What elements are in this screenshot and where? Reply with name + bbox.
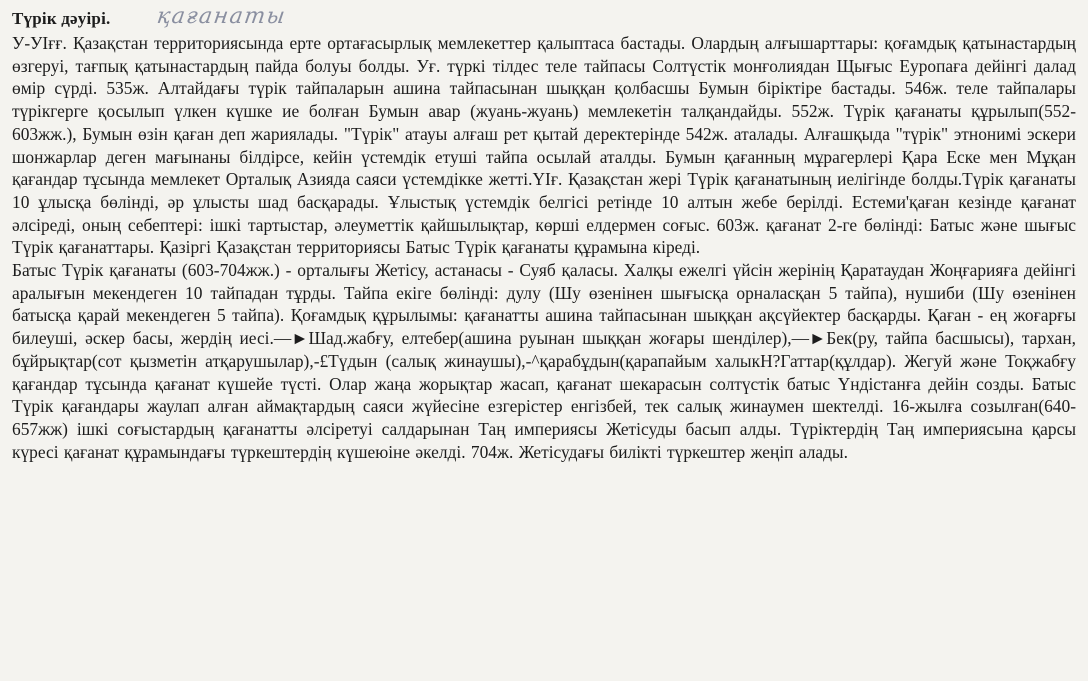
document-heading: Түрік дәуірі. [12,9,111,28]
heading-row [12,6,1076,32]
paragraph-2: Батыс Түрік қағанаты (603-704жж.) - орталығы Жетісу, астанасы - Суяб қаласы. Халқы ежелгі үйсін жерінің Қаратаудан Жоңғарияға дейінгі аралығын мекендеген 10 тайпадан тұрды. Тайпа екіге бөлінді: дулу (Шу өзенінен шығысқа орналасқан 5 тайпа), нушиби (Шу өзенінен батысқа қарай мекендеген 5 тайпа). Қоғамдық құрылымы: қағанатты ашина тайпасынан шыққан ақсүйектер басқарды. Қаған - ең жоғарғы билеуші, әскер басы, жердің иесі.—►Шад.жабғу, елтебер(ашина руынан шыққан жоғары шенділер),—►Бек(ру, тайпа басшысы), тархан, бұйрықтар(сот қызметін атқарушылар),-£Түдын (салық жинаушы),-^қарабұдын(қарапайым халыкН?Гаттар(құлдар). Жегуй және Тоқжабғу қағандар тұсында қағанат күшейе түсті. Олар жаңа жорықтар жасап, қағанат шекарасын солтүстік батыс Үндістанға дейін созды. Батыс Түрік қағандары жаулап алған аймақтардың саяси жүйесіне езгерістер енгізбей, тек салық жинаумен шектелді. 16-жылға созылған(640-657жж) ішкі соғыстардың қағанатты әлсіретуі салдарынан Таң империясы Жетісуды басып алды. Түріктердің Таң империясына қарсы күресі қағанат құрамындағы түркештердің күшеюіне әкелді. 704ж. Жетісудағы билікті түркештер жеңіп алады. [12,260,1076,462]
handwritten-annotation: қағанаты [155,4,288,29]
paragraph-1: У-УІғғ. Қазақстан территориясында ерте ортағасырлық мемлекеттер қалыптаса бастады. Олардың алғышарттары: қоғамдық қатынастардың өзгеруі, тағпық қатынастардың пайда болуы болды. Уғ. түркі тілдес теле тайпасы Солтүстік монғолиядан Щығыс Еуропаға дейінгі далад өмір сүрді. 535ж. Алтайдағы түрік тайпаларын ашина тайпасынан шыққан қолбасшы Бумын біріктіре бастады. 546ж. теле тайпалары түрікгерге қосылып үлкен күшке ие болған Бумын авар (жуань-жуань) мемлекетін талқандайды. 552ж. Түрік қағанаты құрылып(552-603жж.), Бумын өзін қаған деп жариялады. "Түрік" атауы алғаш рет қытай деректерінде 542ж. аталады. Алғашқыда "түрік" этнонимі эскери шонжарлар деген мағынаны білдірсе, кейін үстемдік етуші тайпа осылай аталды. Бумын қағанның мұрагерлері Қара Еске мен Мұқан қағандар тұсында мемлекет Орталық Азияда саяси үстемдікке жетті.ҮІғ. Қазақстан жері Түрік қағанатының иелігінде болды.Түрік қағанаты 10 ұлысқа бөлінді, әр ұлысты шад басқарады. Ұлыстық үстемдік белгісі ретінде 10 алтын жебе берілді. Естеми'қаған кезінде қағанат әлсіреді, оның себептері: ішкі тартыстар, әлеуметтік қайшылықтар, көрші елдермен соғыс. 603ж. қағанат 2-ге бөлінді: Батыс және шығыс Түрік қағанаттары. Қазіргі Қазақстан территориясы Батыс Түрік қағанаты құрамына кіреді. [12,33,1076,258]
body-text [12,32,1076,463]
